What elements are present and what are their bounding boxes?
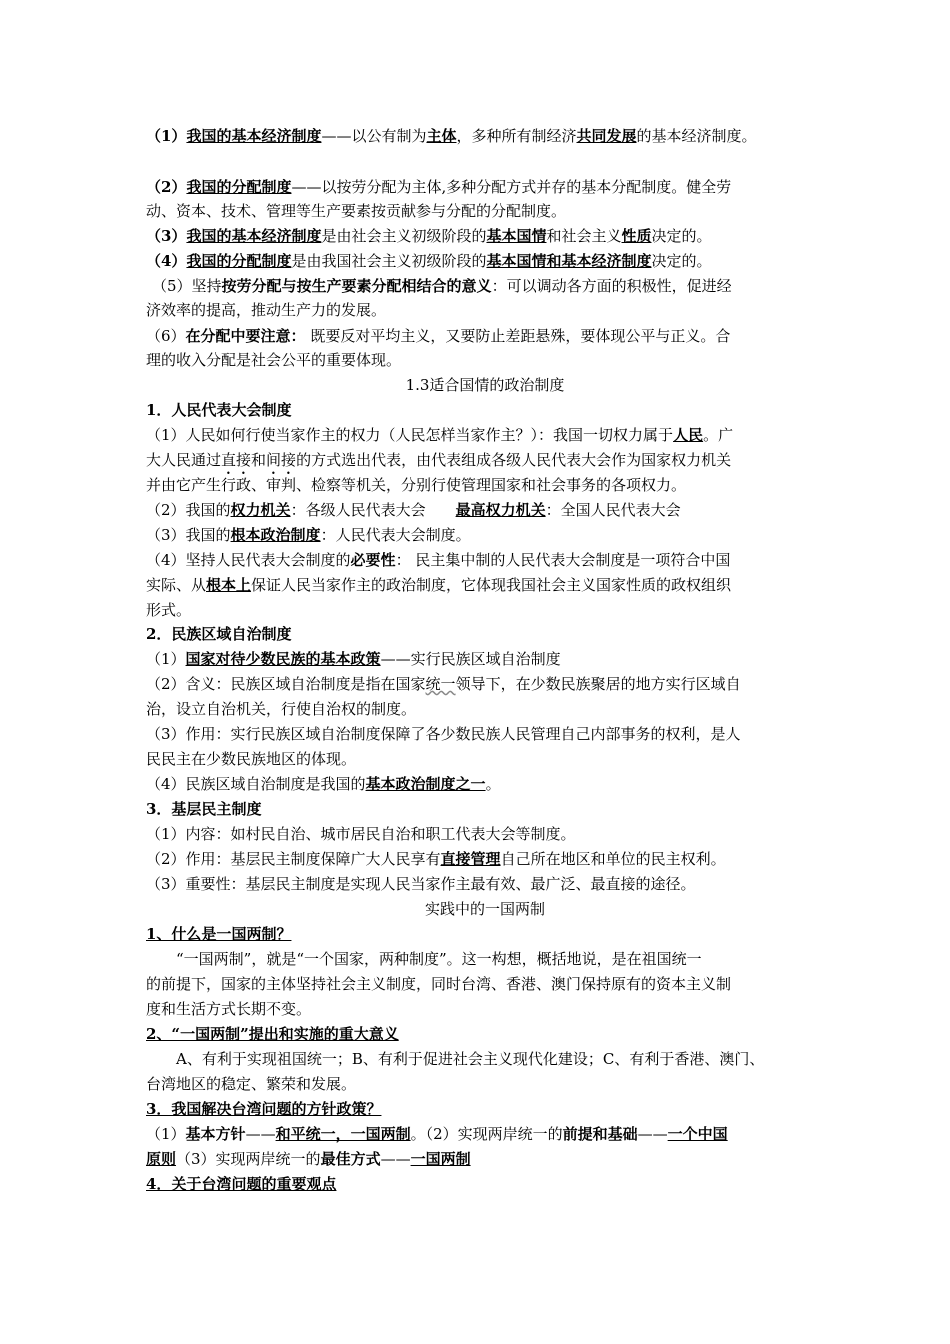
para-distribution-system (146, 176, 824, 198)
text: 决定的。 (651, 252, 712, 270)
text: 台湾地区的稳定、繁荣和发展。 (146, 1075, 357, 1093)
para-text-line (146, 349, 824, 371)
text: （1） (146, 650, 186, 668)
term: 性质 (621, 227, 652, 245)
text: ： 民主集中制的人民代表大会制度是一项符合中国 (395, 551, 731, 569)
heading-what-is-octs (146, 923, 824, 945)
text: ：全国人民代表大会 (545, 501, 681, 519)
para-function (146, 723, 824, 745)
text: ，多种所有制经济 (456, 127, 577, 145)
term: 直接管理 (440, 850, 501, 868)
heading-text: 1、什么是一国两制？ (146, 925, 292, 943)
para-text-line (146, 474, 824, 496)
text: 。（2）实现两岸统一的 (410, 1125, 563, 1143)
heading-taiwan-policy (146, 1098, 824, 1120)
para-grassroots-function (146, 848, 824, 870)
text: ——以按劳分配为主体,多种分配方式并存的基本分配制度。健全劳 (291, 178, 732, 196)
term: 在分配中要注意： (185, 327, 306, 345)
heading-text: 1．人民代表大会制度 (146, 401, 292, 419)
para-definition (146, 673, 824, 695)
text: —— (245, 1125, 276, 1143)
heading-text: 4．关于台湾问题的重要观点 (146, 1175, 337, 1193)
para-significance (152, 275, 824, 297)
heading-grassroots-democracy (146, 798, 824, 820)
heading-taiwan-views (146, 1173, 824, 1195)
text: （2）我国的 (146, 501, 231, 519)
para-importance (146, 873, 824, 895)
term: 必要性 (350, 551, 396, 569)
para-distribution-determined (146, 250, 824, 272)
para-text-line (146, 748, 824, 770)
text: 。 (485, 775, 501, 793)
text: 形式。 (146, 601, 192, 619)
text: 济效率的提高，推动生产力的发展。 (146, 301, 387, 319)
text: 动、资本、技术、管理等生产要素按贡献参与分配的分配制度。 (146, 202, 567, 220)
emphasis: 间接 (266, 451, 297, 469)
text: 自己所在地区和单位的民主权利。 (500, 850, 726, 868)
text: 领导下，在少数民族聚居的地方实行区域自 (455, 675, 741, 693)
text: （3）作用：实行民族区域自治制度保障了各少数民族人民管理自己内部事务的权利，是人 (146, 725, 741, 743)
para-economic-system-determined (146, 225, 824, 247)
text: （4）坚持人民代表大会制度的 (146, 551, 351, 569)
heading-text: 3．基层民主制度 (146, 800, 262, 818)
term: 基本方针 (185, 1125, 246, 1143)
term: 前提和基础 (562, 1125, 638, 1143)
term: 根本上 (206, 576, 252, 594)
text: “一国两制”，就是“一个国家，两种制度”。这一构想，概括地说，是在祖国统一 (176, 950, 702, 968)
term: 基本国情和基本经济制度 (486, 252, 652, 270)
para-taiwan-policy (146, 1123, 824, 1145)
text: 是由社会主义初级阶段的 (321, 227, 487, 245)
text: （1） (146, 1125, 186, 1143)
item-number: （1） (146, 127, 187, 145)
text: 并由它产生行政、审判、检察等机关，分别行使管理国家和社会事务的各项权力。 (146, 476, 687, 494)
text: —— (380, 1150, 411, 1168)
wavy-text: 统一 (425, 675, 456, 693)
item-number: （3） (146, 227, 187, 245)
term: 一国两制 (410, 1150, 471, 1168)
para-text-line (146, 1073, 824, 1095)
item-number: （4） (146, 252, 187, 270)
text: ：人民代表大会制度。 (320, 526, 471, 544)
text: 的方式选出代表，由代表组成各级人民代表大会作为国家权力机关 (296, 451, 732, 469)
term: 基本政治制度之一 (365, 775, 486, 793)
text: （5）坚持 (152, 277, 222, 295)
term: 基本国情 (486, 227, 547, 245)
heading-text: 2．民族区域自治制度 (146, 625, 292, 643)
para-fundamental-system (146, 524, 824, 546)
para-octs-definition (146, 948, 824, 970)
text: 的前提下，国家的主体坚持社会主义制度，同时台湾、香港、澳门保持原有的资本主义制 (146, 975, 732, 993)
text: （3）实现两岸统一的 (176, 1150, 321, 1168)
term: 我国的分配制度 (186, 178, 292, 196)
text: 实际、从 (146, 576, 207, 594)
para-text-line (146, 200, 824, 222)
section-title (146, 374, 824, 396)
text: 。广 (703, 426, 734, 444)
para-text-line (146, 973, 824, 995)
text: 是由我国社会主义初级阶段的 (291, 252, 487, 270)
term: 原则 (146, 1150, 177, 1168)
text: ——实行民族区域自治制度 (380, 650, 561, 668)
text: 民民主在少数民族地区的体现。 (146, 750, 357, 768)
text: 的基本经济制度。 (636, 127, 757, 145)
para-text-line (146, 1148, 824, 1170)
para-content (146, 823, 824, 845)
title-text: 实践中的一国两制 (424, 900, 545, 918)
heading-regional-autonomy (146, 623, 824, 645)
text: 度和生活方式长期不变。 (146, 1000, 312, 1018)
term: 我国的基本经济制度 (186, 227, 322, 245)
para-distribution-notes (146, 325, 824, 347)
term: 根本政治制度 (230, 526, 321, 544)
section-title (146, 898, 824, 920)
text: （3）我国的 (146, 526, 231, 544)
text: 既要反对平均主义，又要防止差距悬殊，要体现公平与正义。合 (305, 327, 731, 345)
term: 按劳分配与按生产要素分配相结合的意义 (221, 277, 492, 295)
term: 主体 (426, 127, 457, 145)
para-power-organs (146, 499, 824, 521)
title-text: 1.3适合国情的政治制度 (405, 376, 565, 394)
term: 和平统一，一国两制 (275, 1125, 411, 1143)
item-number: （2） (146, 178, 187, 196)
text: （2）作用：基层民主制度保障广大人民享有 (146, 850, 441, 868)
para-text-line (146, 574, 824, 596)
text: （3）重要性：基层民主制度是实现人民当家作主最有效、最广泛、最直接的途径。 (146, 875, 696, 893)
para-text-line (146, 599, 824, 621)
text: 治，设立自治机关，行使自治权的制度。 (146, 700, 417, 718)
heading-octs-significance (146, 1023, 824, 1045)
text: （2）含义：民族区域自治制度是指在国家 (146, 675, 426, 693)
text: —— (637, 1125, 668, 1143)
para-people-power (146, 424, 824, 446)
text: ：各级人民代表大会 (290, 501, 456, 519)
text: A、有利于实现祖国统一；B、有利于促进社会主义现代化建设；C、有利于香港、澳门、 (176, 1050, 765, 1068)
term: 共同发展 (576, 127, 637, 145)
text: （1）内容：如村民自治、城市居民自治和职工代表大会等制度。 (146, 825, 576, 843)
emphasis: 直接 (221, 451, 252, 469)
text: （6） (146, 327, 186, 345)
para-text-line (146, 299, 824, 321)
term: 一个中国 (667, 1125, 728, 1143)
para-necessity (146, 549, 824, 571)
text: 和 (251, 451, 267, 469)
para-basic-policy (146, 648, 824, 670)
term: 最高权力机关 (455, 501, 546, 519)
text: （4）民族区域自治制度是我国的 (146, 775, 366, 793)
text: （1）人民如何行使当家作主的权力（人民怎样当家作主？）：我国一切权力属于 (146, 426, 674, 444)
para-basic-political-system (146, 773, 824, 795)
text: ——以公有制为 (321, 127, 427, 145)
term: 我国的基本经济制度 (186, 127, 322, 145)
para-basic-economic-system (146, 125, 824, 147)
term: 人民 (673, 426, 704, 444)
heading-npc (146, 399, 824, 421)
text: 大人民通过 (146, 451, 222, 469)
para-significance-list (146, 1048, 824, 1070)
text: 保证人民当家作主的政治制度，它体现我国社会主义国家性质的政权组织 (251, 576, 732, 594)
para-text-line (146, 698, 824, 720)
term: 权力机关 (230, 501, 291, 519)
text: 和社会主义 (546, 227, 622, 245)
para-text-line (146, 998, 824, 1020)
term: 国家对待少数民族的基本政策 (185, 650, 381, 668)
heading-text: 2、“一国两制”提出和实施的重大意义 (146, 1025, 399, 1043)
text: 决定的。 (651, 227, 712, 245)
term: 最佳方式 (320, 1150, 381, 1168)
text: ：可以调动各方面的积极性，促进经 (491, 277, 732, 295)
text: 理的收入分配是社会公平的重要体现。 (146, 351, 402, 369)
term: 我国的分配制度 (186, 252, 292, 270)
heading-text: 3．我国解决台湾问题的方针政策？ (146, 1100, 382, 1118)
